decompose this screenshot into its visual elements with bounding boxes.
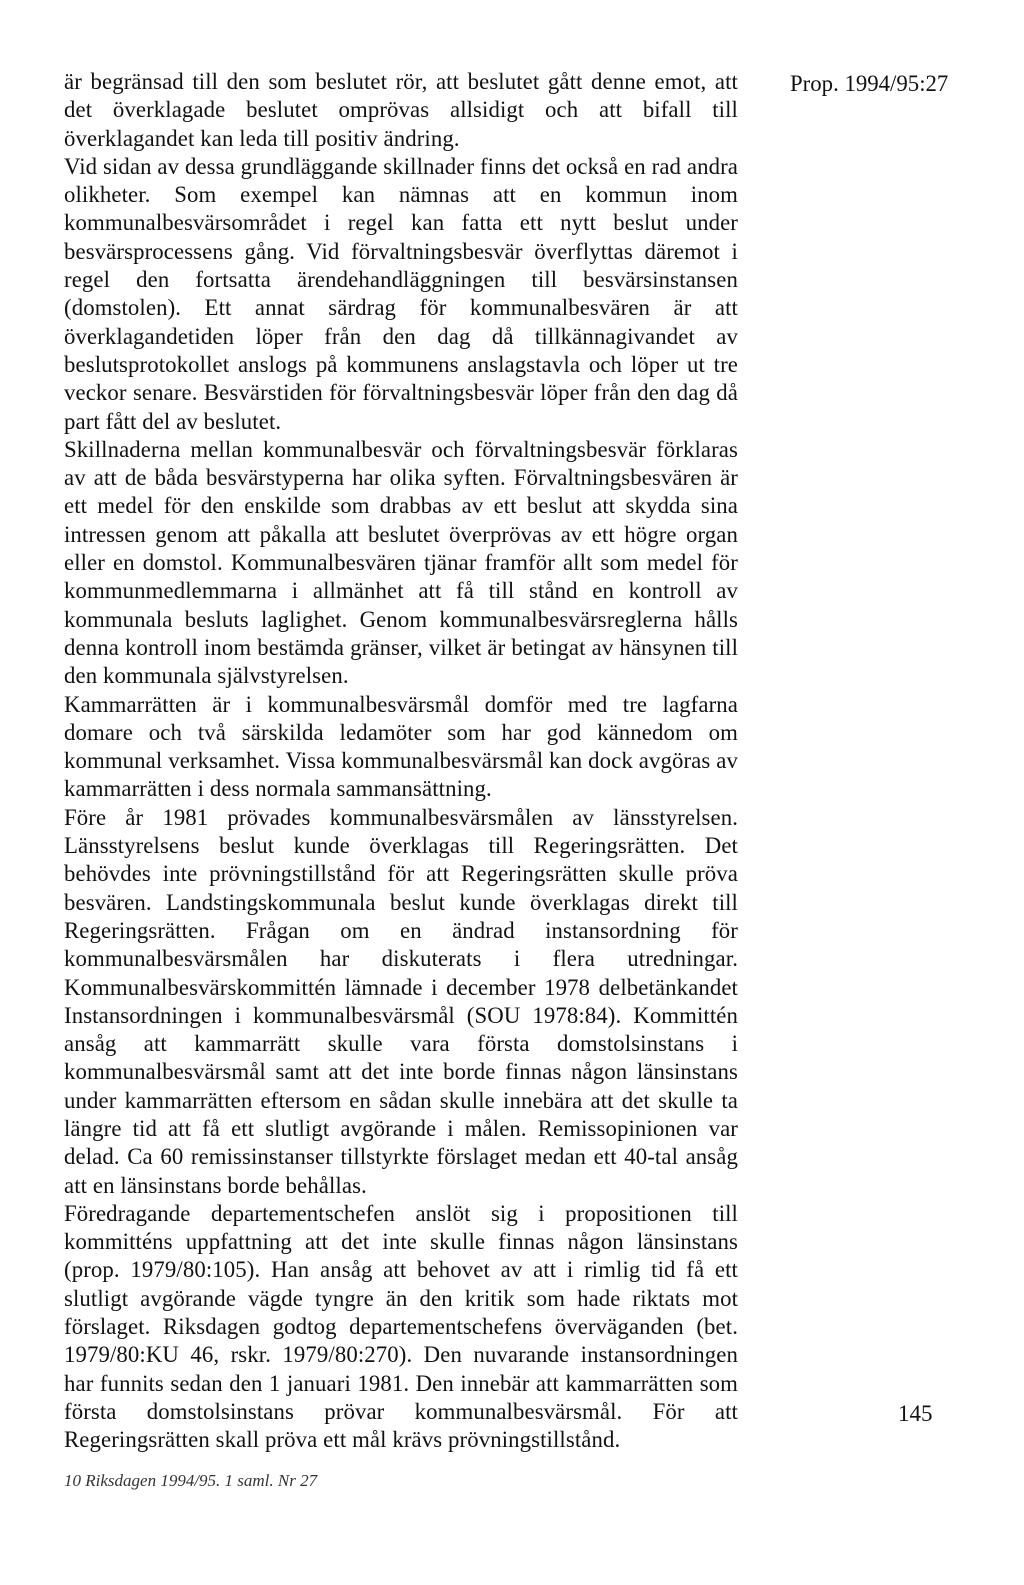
footer-note: 10 Riksdagen 1994/95. 1 saml. Nr 27 — [64, 1471, 318, 1490]
body-text — [64, 68, 738, 1455]
paragraph-3: Skillnaderna mellan kommunalbesvär och förvaltningsbesvär förklaras av att de båda besvärstyperna har olika syften. Förvaltningsbesvären är ett medel för den enskilde som drabbas av ett beslut att skydda sina intressen genom att påkalla att beslutet överprövas av ett högre organ eller en domstol. Kommunalbesvären tjänar framför allt som medel för kommunmedlemmarna i allmänhet att få till stånd en kontroll av kommunala besluts laglighet. Genom kommunalbesvärsreglerna hålls denna kontroll inom bestämda gränser, vilket är betingat av hänsynen till den kommunala självstyrelsen. — [64, 436, 738, 689]
paragraph-6: Föredragande departementschefen anslöt sig i propositionen till kommitténs uppfattning att det inte skulle finnas någon länsinstans (prop. 1979/80:105). Han ansåg att behovet av att i rimlig tid få ett slutligt avgörande vägde tyngre än den kritik som hade riktats mot förslaget. Riksdagen godtog departementschefens överväganden (bet. 1979/80:KU 46, rskr. 1979/80:270). Den nuvarande instansordningen har funnits sedan den 1 januari 1981. Den innebär att kammarrätten som första domstolsinstans prövar kommunalbesvärsmål. För att Regeringsrätten skall pröva ett mål krävs prövningstillstånd. — [64, 1200, 738, 1453]
paragraph-2: Vid sidan av dessa grundläggande skillnader finns det också en rad andra olikheter. Som exempel kan nämnas att en kommun inom kommunalbesvärsområdet i regel kan fatta ett nytt beslut under besvärsprocessens gång. Vid förvaltningsbesvär överflyttas däremot i regel den fortsatta ärendehandläggningen till besvärsinstansen (domstolen). Ett annat särdrag för kommunalbesvären är att överklagandetiden löper från den dag då tillkännagivandet av beslutsprotokollet anslogs på kommunens anslagstavla och löper ut tre veckor senare. Besvärstiden för förvaltningsbesvär löper från den dag då part fått del av beslutet. — [64, 153, 738, 434]
paragraph-1: är begränsad till den som beslutet rör, att beslutet gått denne emot, att det överklagade beslutet omprövas allsidigt och att bifall till överklagandet kan leda till positiv ändring. — [64, 69, 738, 151]
page-number: 145 — [898, 1401, 933, 1426]
proposition-reference: Prop. 1994/95:27 — [790, 71, 949, 96]
paragraph-4: Kammarrätten är i kommunalbesvärsmål domför med tre lagfarna domare och två särskilda ledamöter som har god kännedom om kommunal verksamhet. Vissa kommunalbesvärsmål kan dock avgöras av kammarrätten i dess normala sammansättning. — [64, 691, 738, 802]
paragraph-5: Före år 1981 prövades kommunalbesvärsmålen av länsstyrelsen. Länsstyrelsens beslut kunde överklagas till Regeringsrätten. Det behövdes inte prövningstillstånd för att Regeringsrätten skulle pröva besvären. Landstingskommunala beslut kunde överklagas direkt till Regeringsrätten. Frågan om en ändrad instansordning för kommunalbesvärsmålen har diskuterats i flera utredningar. Kommunalbesvärskommittén lämnade i december 1978 delbetänkandet Instansordningen i kommunalbesvärsmål (SOU 1978:84). Kommittén ansåg att kammarrätt skulle vara första domstolsinstans i kommunalbesvärsmål samt att det inte borde finnas någon länsinstans under kammarrätten eftersom en sådan skulle innebära att det skulle ta längre tid att få ett slutligt avgörande i målen. Remissopinionen var delad. Ca 60 remissinstanser tillstyrkte förslaget medan ett 40-tal ansåg att en länsinstans borde behållas. — [64, 804, 738, 1198]
